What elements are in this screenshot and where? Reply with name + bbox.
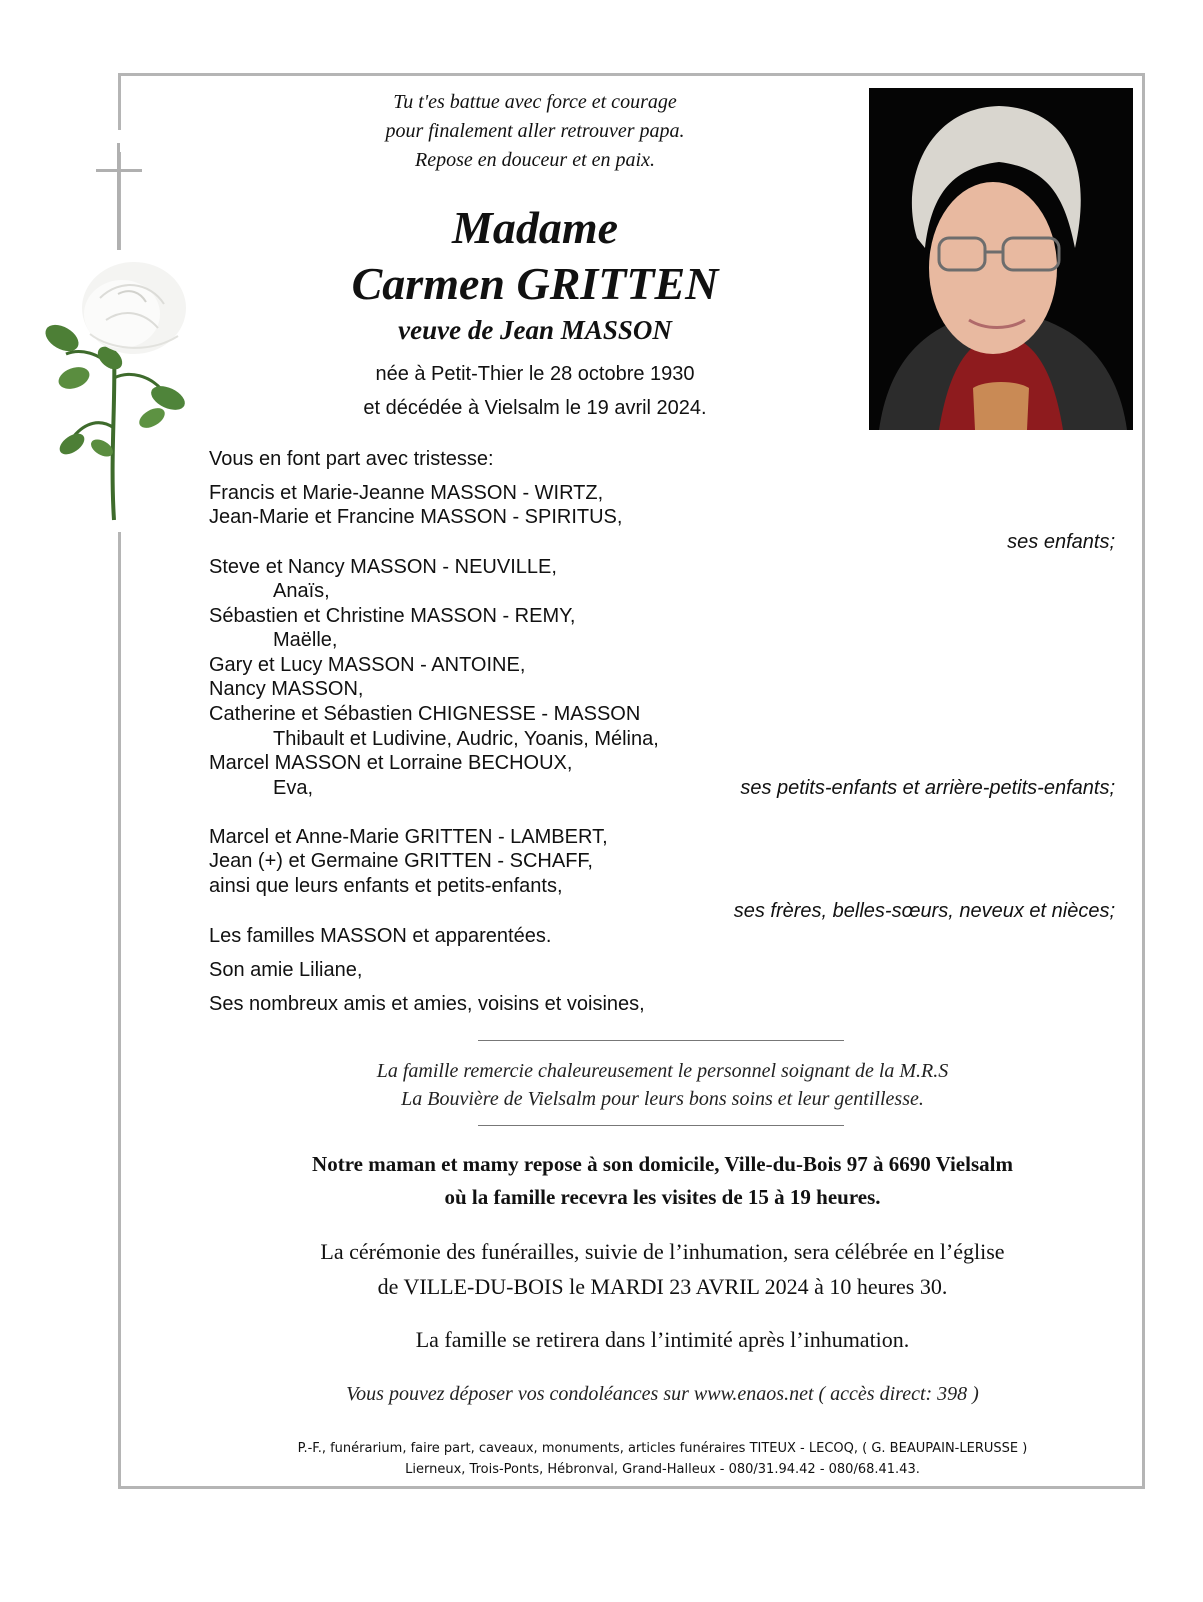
divider — [478, 1125, 844, 1126]
family-line: ainsi que leurs enfants et petits-enfants, — [209, 875, 563, 897]
thanks-text — [200, 1057, 1125, 1113]
relation-label: ses petits-enfants et arrière-petits-enfants; — [740, 777, 1115, 799]
retire-line: La famille se retirera dans l’intimité après l’inhumation. — [415, 1327, 910, 1352]
family-line: Maëlle, — [273, 629, 338, 651]
family-line: Catherine et Sébastien CHIGNESSE - MASSON — [209, 703, 641, 725]
deceased-title — [290, 200, 780, 312]
ceremony-info — [160, 1234, 1165, 1304]
footer-line: Lierneux, Trois-Ponts, Hébronval, Grand-Halleux - 080/31.94.42 - 080/68.41.43. — [405, 1462, 920, 1477]
visit-line: Notre maman et mamy repose à son domicile, Ville-du-Bois 97 à 6690 Vielsalm — [312, 1152, 1013, 1176]
widow-line: veuve de Jean MASSON — [398, 315, 672, 345]
birth-line: née à Petit-Thier le 28 octobre 1930 — [375, 363, 695, 385]
poem-line: Tu t'es battue avec force et courage — [393, 91, 677, 113]
relation-label: ses enfants; — [1007, 531, 1115, 553]
family-line: Thibault et Ludivine, Audric, Yoanis, Mélina, — [273, 728, 659, 750]
poem-line: Repose en douceur et en paix. — [415, 149, 655, 171]
portrait-photo — [869, 88, 1133, 430]
thanks-line: La Bouvière de Vielsalm pour leurs bons soins et leur gentillesse. — [401, 1088, 924, 1110]
family-line: Jean (+) et Germaine GRITTEN - SCHAFF, — [209, 850, 593, 872]
white-rose-icon — [40, 258, 200, 523]
family-line: Gary et Lucy MASSON - ANTOINE, — [209, 654, 526, 676]
visit-info — [160, 1148, 1165, 1214]
family-line: Ses nombreux amis et amies, voisins et voisines, — [209, 993, 645, 1015]
ceremony-line: La cérémonie des funérailles, suivie de l’inhumation, sera célébrée en l’église — [320, 1239, 1005, 1264]
honorific: Madame — [451, 202, 619, 253]
family-line: Marcel MASSON et Lorraine BECHOUX, — [209, 752, 573, 774]
death-line: et décédée à Vielsalm le 19 avril 2024. — [363, 397, 707, 419]
family-line: Steve et Nancy MASSON - NEUVILLE, — [209, 556, 557, 578]
family-line: Jean-Marie et Francine MASSON - SPIRITUS, — [209, 506, 623, 528]
ceremony-line: de VILLE-DU-BOIS le MARDI 23 AVRIL 2024 à 10 heures 30. — [377, 1274, 948, 1299]
relation-label: ses frères, belles-sœurs, neveux et nièces; — [733, 900, 1115, 922]
announce-line: Vous en font part avec tristesse: — [209, 448, 494, 470]
poem-line: pour finalement aller retrouver papa. — [385, 120, 685, 142]
divider — [478, 1040, 844, 1041]
funeral-director-footer — [160, 1438, 1165, 1480]
visit-line: où la famille recevra les visites de 15 à 19 heures. — [444, 1185, 881, 1209]
family-line: Sébastien et Christine MASSON - REMY, — [209, 605, 576, 627]
birth-death — [290, 357, 780, 425]
family-line: Marcel et Anne-Marie GRITTEN - LAMBERT, — [209, 826, 608, 848]
poem — [290, 88, 780, 175]
family-line: Son amie Liliane, — [209, 959, 363, 981]
family-line: Les familles MASSON et apparentées. — [209, 925, 552, 947]
condolences-line: Vous pouvez déposer vos condoléances sur www.enaos.net ( accès direct: 398 ) — [346, 1383, 979, 1405]
cross-icon-bar — [96, 169, 142, 172]
deceased-name: Carmen GRITTEN — [351, 258, 719, 309]
cross-icon — [117, 143, 120, 250]
family-line: Nancy MASSON, — [209, 678, 364, 700]
footer-line: P.-F., funérarium, faire part, caveaux, monuments, articles funéraires TITEUX - LECOQ, ( G. BEAUPAIN-LERUSSE ) — [297, 1441, 1028, 1456]
family-line: Francis et Marie-Jeanne MASSON - WIRTZ, — [209, 482, 604, 504]
family-line: Anaïs, — [273, 580, 330, 602]
family-line: Eva, — [273, 777, 314, 799]
thanks-line: La famille remercie chaleureusement le personnel soignant de la M.R.S — [376, 1060, 949, 1082]
